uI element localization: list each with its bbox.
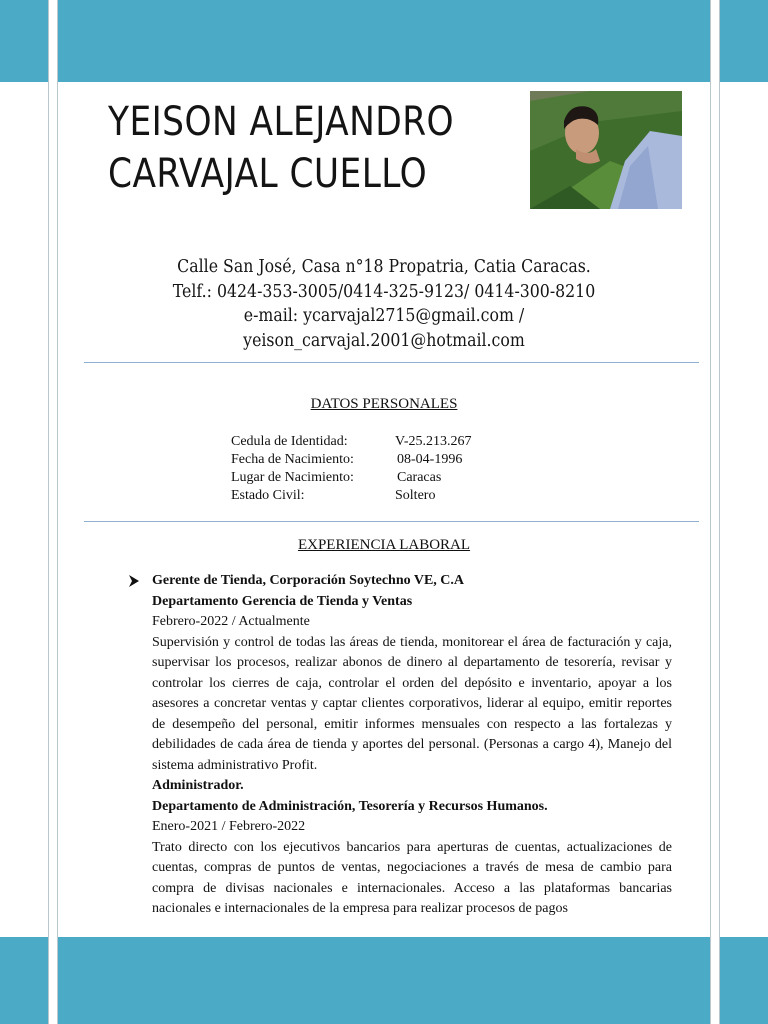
left-page-edge (48, 0, 49, 1024)
right-margin (720, 82, 768, 937)
experience-title: EXPERIENCIA LABORAL (297, 537, 471, 553)
right-page-edge (719, 0, 720, 1024)
personal-data-title: DATOS PERSONALES (310, 396, 458, 412)
job-1-period: Febrero-2022 / Actualmente (152, 614, 310, 629)
name-line-1: YEISON ALEJANDRO (108, 99, 455, 145)
personal-label: Cedula de Identidad: (231, 434, 348, 449)
personal-value: V-25.213.267 (395, 434, 472, 449)
left-margin (0, 82, 48, 937)
personal-label: Fecha de Nacimiento: (231, 452, 354, 467)
personal-value: Soltero (395, 488, 436, 503)
job-2-role: Administrador. (152, 778, 244, 793)
bottom-color-band (0, 937, 768, 1024)
name-line-2: CARVAJAL CUELLO (108, 151, 428, 197)
job-2-period: Enero-2021 / Febrero-2022 (152, 819, 306, 834)
page-edge-right (710, 0, 711, 1024)
personal-value: Caracas (397, 470, 442, 485)
contact-info (58, 255, 710, 353)
personal-label: Lugar de Nacimiento: (231, 470, 354, 485)
address: Calle San José, Casa n°18 Propatria, Catia Caracas. (177, 257, 591, 277)
personal-row (231, 469, 472, 487)
personal-value: 08-04-1996 (397, 452, 463, 467)
resume-page (58, 82, 710, 937)
personal-row (231, 451, 472, 469)
personal-row (231, 487, 472, 505)
top-color-band (0, 0, 768, 82)
email-secondary: yeison_carvajal.2001@hotmail.com (243, 330, 525, 351)
personal-label: Estado Civil: (231, 488, 305, 503)
job-1-role: Gerente de Tienda, Corporación Soytechno VE, C.A (152, 573, 465, 588)
candidate-name (108, 96, 454, 200)
personal-row (231, 433, 472, 451)
profile-photo (530, 91, 682, 209)
divider-personal (84, 521, 699, 522)
job-1-description: Supervisión y control de todas las áreas de tienda, monitorear el área de facturación y caja, supervisar los procesos, realizar abonos de dinero al departamento de tesorería, revisar y controlar los cierres de caja, controlar el orden del depósito e inventario, apoyar a los asesores a concretar ventas y captar clientes corporativos, liderar al equipo, emitir reportes de desempeño del personal, emitir informes mensuales con respecto a las fortalezas y debilidades de cada área de tienda y aportes del personal. (Personas a cargo 4), Manejo del sistema administrativo Profit. (152, 634, 672, 773)
personal-data-table (231, 433, 472, 505)
experience-list (152, 571, 672, 920)
email-primary: e-mail: ycarvajal2715@gmail.com / (243, 306, 525, 326)
job-2-department: Departamento de Administración, Tesorería y Recursos Humanos. (152, 798, 548, 814)
divider-contact (84, 362, 699, 363)
job-1-department: Departamento Gerencia de Tienda y Ventas (152, 593, 413, 609)
phone-numbers: Telf.: 0424-353-3005/0414-325-9123/ 0414-300-8210 (172, 281, 596, 302)
job-2-description: Trato directo con los ejecutivos bancarios para aperturas de cuentas, actualizaciones de cuentas, compras de puntos de ventas, negociaciones a través de mesa de cambio para compra de divisas nacionales e internacionales. Acceso a las plataformas bancarias nacionales e internacionales de la empresa para realizar procesos de pagos (152, 839, 672, 916)
arrowhead-bullet-icon (128, 574, 140, 588)
